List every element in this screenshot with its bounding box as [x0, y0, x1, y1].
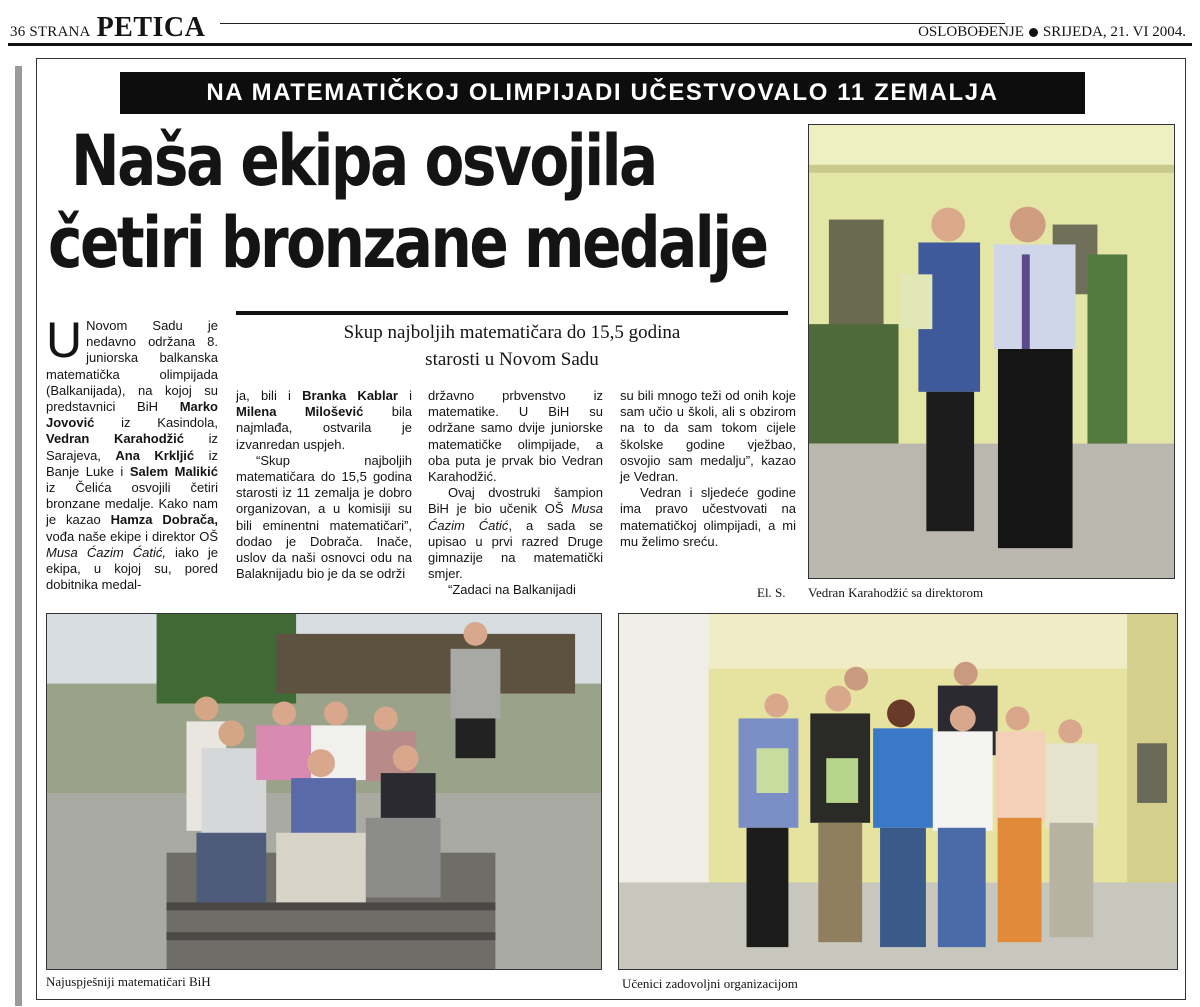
person-name: Milena Milošević: [236, 404, 364, 420]
body-text: iz Čelića osvojili četiri bronzane medalje. Kako nam je kazao: [46, 480, 218, 528]
body-text: iako je ekipa, u kojoj su, pored dobitnika medal-: [46, 544, 218, 593]
body-paragraph: Vedran i sljedeće godine ima pravo učestvovati na matematičkoj olimpijadi, a mi mu želimo sreću.: [620, 485, 796, 549]
photo-caption: Učenici zadovoljni organizacijom: [622, 976, 798, 991]
photo-caption: Vedran Karahodžić sa direktorom: [808, 585, 984, 600]
header-thin-rule: [220, 23, 1005, 24]
body-text: iz Sarajeva,: [46, 431, 218, 463]
kicker-banner: NA MATEMATIČKOJ OLIMPIJADI UČESTVOVALO 11 ZEMALJA: [120, 72, 1085, 114]
body-text: vođa naše ekipe i direktor OŠ: [46, 528, 218, 544]
body-column-3: [428, 388, 603, 599]
body-paragraph: “Zadaci na Balkanijadi: [448, 582, 576, 598]
body-paragraph: državno prbvenstvo iz matematike. U BiH su održane samo dvije juniorske matematičke olimpijade, a oba puta je prvak bio Vedran Karahodžić.: [428, 388, 603, 485]
photo-group-on-stairs: [46, 613, 602, 970]
body-text: iz Banje Luke i: [46, 447, 218, 479]
section-name: PETICA: [96, 12, 206, 43]
headline: [48, 120, 767, 284]
subhead-line-1: Skup najboljih matematičara do 15,5 godina: [343, 322, 681, 343]
photo-vedran-with-director: [808, 124, 1175, 579]
header-rule: [8, 43, 1192, 46]
body-column-2: [236, 388, 412, 582]
body-text: ja, bili i: [236, 388, 303, 403]
person-name: Salem Malikić: [129, 463, 218, 479]
body-text: Novom Sadu je nedavno održana 8. juniorska balkanska matematička olimpijada (Balkanijada), na kojoj su predstavnici BiH: [46, 318, 218, 415]
school-name: Musa Ćazim Ćatić: [428, 501, 603, 533]
headline-line-1: Naša ekipa osvojila: [71, 120, 656, 202]
body-text: bila najmlađa, ostvarila je izvanredan uspjeh.: [236, 404, 412, 452]
body-paragraph: su bili mnogo teži od onih koje sam učio u školi, ali s obzirom na to da sam tokom cijele školske godine vježbao, osvojio sam medalju”, kazao je Vedran.: [620, 388, 796, 485]
person-name: Hamza Dobrača,: [110, 512, 218, 528]
page-header-left: [10, 12, 205, 44]
person-name: Marko Jovović: [46, 399, 218, 431]
drop-cap: U: [46, 312, 83, 368]
body-column-1: [46, 312, 218, 593]
person-name: Vedran Karahodžić: [46, 431, 185, 447]
person-name: Branka Kablar: [302, 388, 398, 403]
body-paragraph: “Skup najboljih matematičara do 15,5 godina starosti iz 11 zemalja je dobro organizovan, a u komisiji su bili eminentni matematičari”, dodao je Dobrača. Inače, uslov da naši osnovci odu na Balaknijadu bio je da se održi: [236, 452, 412, 582]
headline-line-2: četiri bronzane medalje: [48, 202, 767, 284]
body-text: , a sada se upisao u prvi razred Druge gimnazije na matematički smjer.: [428, 517, 603, 582]
byline: El. S.: [757, 585, 786, 600]
newspaper-name: OSLOBOĐENJE: [918, 24, 1024, 40]
bullet-dot-icon: [1029, 28, 1038, 37]
subhead: [236, 319, 788, 373]
page-number: 36 STRANA: [10, 24, 91, 40]
body-column-4: [620, 388, 796, 550]
body-text: i: [397, 388, 412, 403]
subhead-line-2: starosti u Novom Sadu: [425, 349, 599, 370]
school-name: Musa Ćazim Ćatić,: [46, 544, 166, 560]
person-name: Ana Krkljić: [115, 447, 195, 463]
photo-students-with-certificates: [618, 613, 1178, 970]
subhead-rule: [236, 311, 788, 315]
issue-date: SRIJEDA, 21. VI 2004.: [1042, 24, 1186, 40]
body-text: iz Kasindola,: [94, 415, 218, 431]
body-text: Ovaj dvostruki šampion BiH je bio učenik OŠ: [428, 485, 603, 517]
page-header-right: [918, 24, 1186, 41]
photo-caption: Najuspješniji matematičari BiH: [46, 974, 211, 989]
side-bar: [15, 66, 22, 1006]
